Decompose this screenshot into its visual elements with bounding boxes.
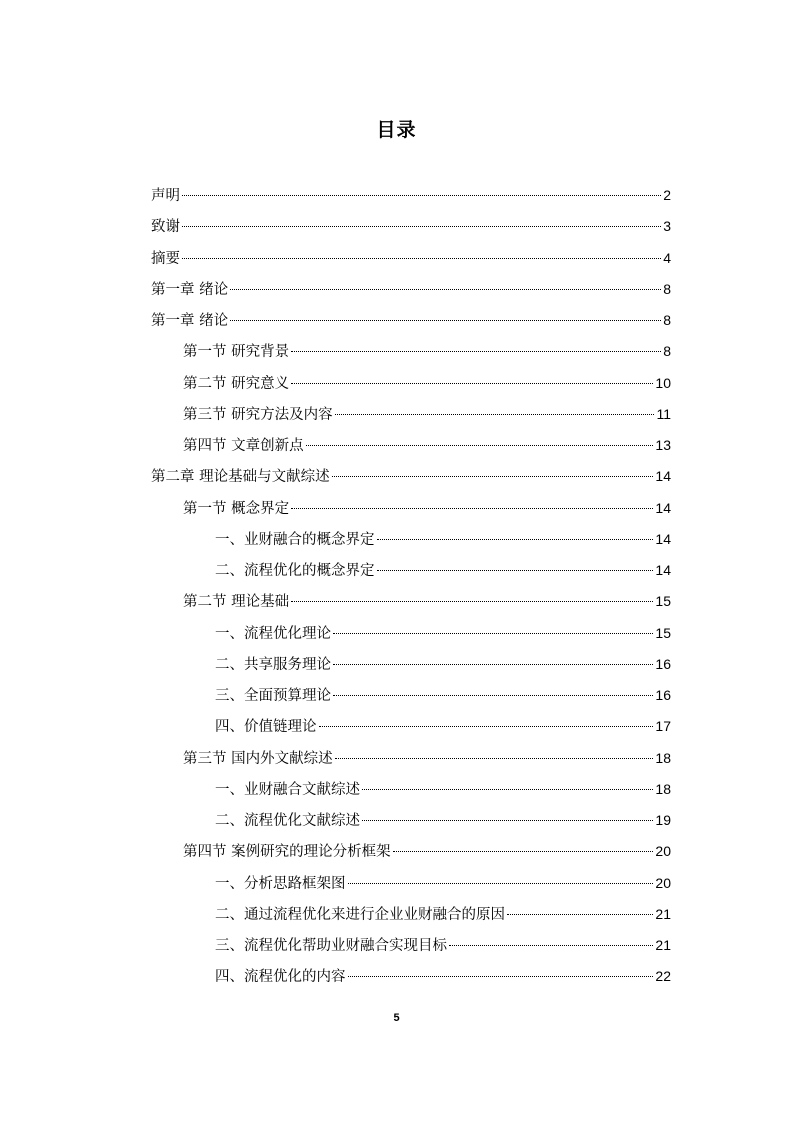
toc-entry-page-number: 19 — [655, 812, 671, 828]
toc-entry-label: 第二节 研究意义 — [183, 375, 290, 392]
toc-entry-label: 二、流程优化的概念界定 — [215, 563, 375, 579]
toc-entry-label: 第二节 理论基础 — [183, 594, 290, 611]
toc-entry-label: 一、业财融合文献综述 — [215, 781, 360, 798]
toc-entry[interactable] — [151, 899, 671, 930]
toc-entry[interactable] — [151, 211, 671, 242]
toc-entry-label: 摘要 — [151, 250, 180, 267]
dot-leader — [182, 258, 661, 259]
toc-entry[interactable] — [151, 461, 671, 492]
dot-leader — [230, 289, 661, 290]
toc-entry-label: 一、流程优化理论 — [215, 625, 331, 642]
toc-entry-label: 三、全面预算理论 — [215, 688, 331, 704]
dot-leader — [291, 508, 653, 509]
toc-entry-page-number: 14 — [655, 562, 671, 578]
dot-leader — [291, 601, 653, 602]
toc-entry-page-number: 21 — [655, 905, 671, 922]
toc-entry[interactable] — [151, 711, 671, 742]
toc-entry-page-number: 13 — [655, 437, 671, 453]
toc-entry[interactable] — [151, 649, 671, 680]
toc-entry[interactable] — [151, 930, 671, 961]
toc-entry[interactable] — [151, 743, 671, 774]
dot-leader — [335, 414, 655, 415]
toc-entry[interactable] — [151, 868, 671, 899]
dot-leader — [333, 695, 653, 696]
toc-entry-page-number: 14 — [655, 499, 671, 516]
toc-entry-label: 一、分析思路框架图 — [215, 875, 346, 892]
toc-entry-page-number: 20 — [655, 843, 671, 860]
toc-entry[interactable] — [151, 586, 671, 617]
toc-entry-label: 第一章 绪论 — [151, 281, 229, 298]
toc-entry[interactable] — [151, 524, 671, 555]
toc-entry-label: 四、流程优化的内容 — [215, 969, 346, 986]
toc-entry-label: 第四节 文章创新点 — [183, 438, 304, 454]
page-title: 目录 — [376, 118, 417, 141]
toc-entry[interactable] — [151, 336, 671, 367]
dot-leader — [182, 195, 661, 196]
dot-leader — [333, 664, 653, 665]
dot-leader — [393, 851, 654, 852]
toc-entry-page-number: 8 — [663, 280, 671, 297]
dot-leader — [306, 445, 654, 446]
dot-leader — [348, 976, 654, 977]
toc-entry-page-number: 18 — [655, 780, 671, 797]
toc-entry-label: 一、业财融合的概念界定 — [215, 531, 375, 548]
dot-leader — [319, 726, 654, 727]
dot-leader — [362, 820, 653, 821]
toc-entry-page-number: 4 — [663, 249, 671, 266]
dot-leader — [449, 945, 653, 946]
toc-entry-page-number: 11 — [656, 405, 671, 422]
dot-leader — [362, 789, 653, 790]
toc-entry-page-number: 15 — [655, 593, 671, 610]
toc-entry-label: 二、流程优化文献综述 — [215, 813, 360, 829]
toc-entry-label: 第一章 绪论 — [151, 313, 229, 329]
toc-entry-page-number: 2 — [663, 187, 671, 203]
toc-entry-page-number: 8 — [663, 343, 671, 360]
toc-entry[interactable] — [151, 618, 671, 649]
toc-entry-page-number: 8 — [663, 312, 671, 328]
toc-entry-page-number: 21 — [655, 937, 671, 953]
dot-leader — [335, 758, 654, 759]
toc-entry-label: 第三节 国内外文献综述 — [183, 750, 333, 767]
dot-leader — [377, 570, 654, 571]
toc-entry-label: 第四节 案例研究的理论分析框架 — [183, 844, 391, 861]
dot-leader — [182, 226, 661, 227]
dot-leader — [333, 633, 653, 634]
toc-entry[interactable] — [151, 836, 671, 867]
dot-leader — [291, 383, 653, 384]
toc-entry-label: 声明 — [151, 188, 180, 204]
toc-entry-page-number: 16 — [655, 687, 671, 703]
page-number: 5 — [393, 1012, 400, 1024]
toc-entry-label: 第一节 研究背景 — [183, 344, 290, 361]
toc-entry[interactable] — [151, 805, 671, 836]
toc-entry-page-number: 3 — [663, 218, 671, 235]
toc-entry-page-number: 10 — [655, 374, 671, 391]
toc-entry-label: 致谢 — [151, 219, 180, 236]
toc-entry-label: 二、通过流程优化来进行企业业财融合的原因 — [215, 906, 505, 923]
toc-entry-page-number: 17 — [655, 718, 671, 735]
table-of-contents — [151, 180, 671, 993]
toc-entry[interactable] — [151, 430, 671, 461]
dot-leader — [230, 320, 661, 321]
toc-entry-page-number: 22 — [655, 968, 671, 985]
toc-entry-page-number: 18 — [655, 749, 671, 766]
toc-entry[interactable] — [151, 399, 671, 430]
toc-entry-page-number: 14 — [655, 468, 671, 485]
toc-entry[interactable] — [151, 961, 671, 992]
toc-entry-page-number: 15 — [655, 624, 671, 641]
toc-entry[interactable] — [151, 774, 671, 805]
toc-entry[interactable] — [151, 368, 671, 399]
dot-leader — [377, 539, 654, 540]
toc-entry-page-number: 14 — [655, 530, 671, 547]
toc-entry[interactable] — [151, 274, 671, 305]
dot-leader — [291, 351, 661, 352]
toc-entry[interactable] — [151, 180, 671, 211]
toc-entry[interactable] — [151, 493, 671, 524]
toc-entry[interactable] — [151, 305, 671, 336]
toc-entry-label: 四、价值链理论 — [215, 719, 317, 736]
toc-entry[interactable] — [151, 555, 671, 586]
toc-entry-label: 第三节 研究方法及内容 — [183, 406, 333, 423]
toc-entry-label: 二、共享服务理论 — [215, 656, 331, 673]
dot-leader — [507, 914, 653, 915]
toc-entry-label: 三、流程优化帮助业财融合实现目标 — [215, 938, 447, 954]
toc-entry-label: 第一节 概念界定 — [183, 500, 290, 517]
toc-entry-page-number: 16 — [655, 655, 671, 672]
dot-leader — [332, 476, 654, 477]
dot-leader — [348, 883, 654, 884]
toc-entry[interactable] — [151, 680, 671, 711]
toc-entry-page-number: 20 — [655, 874, 671, 891]
toc-entry[interactable] — [151, 243, 671, 274]
toc-entry-label: 第二章 理论基础与文献综述 — [151, 469, 330, 486]
